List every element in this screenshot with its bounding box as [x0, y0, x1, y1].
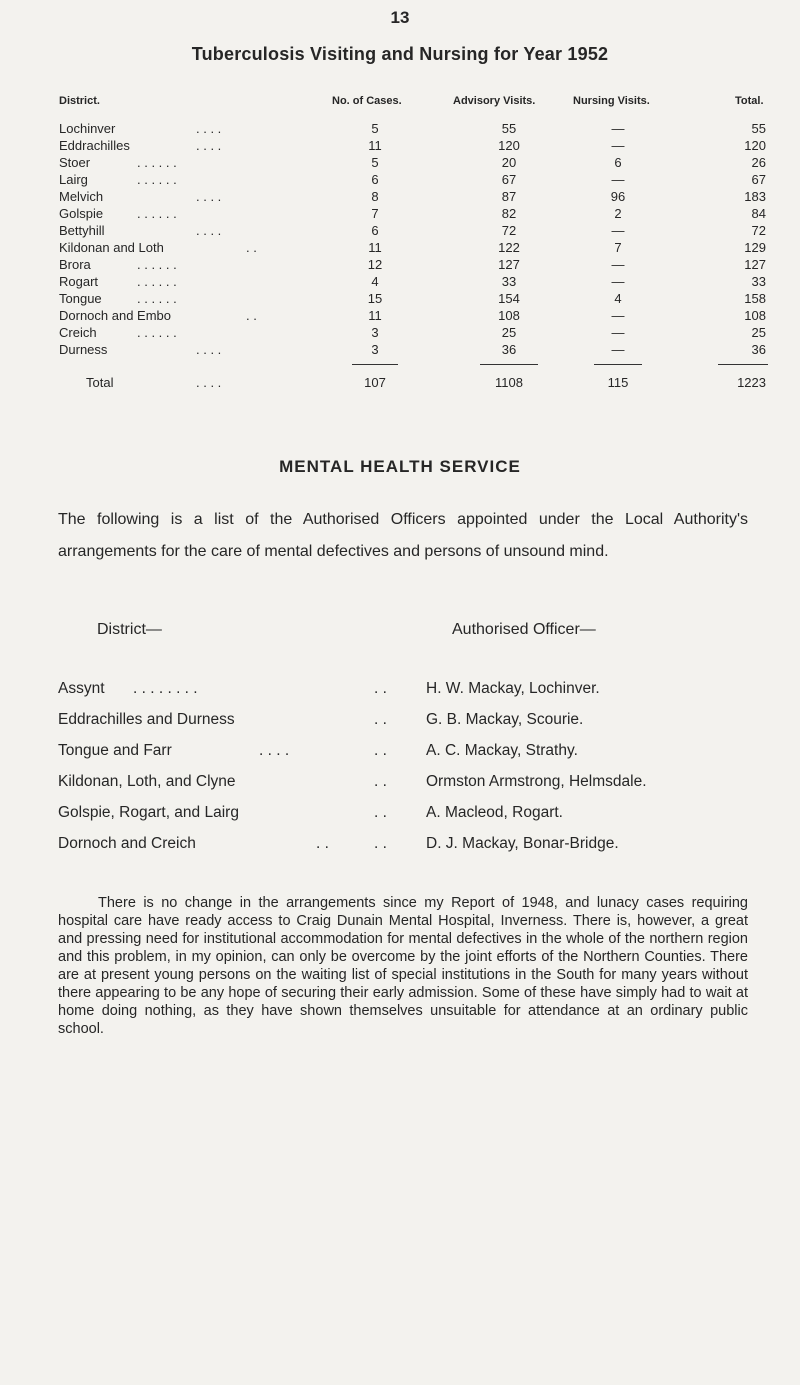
list-item [0, 804, 800, 832]
row-total: 158 [744, 291, 766, 306]
row-total: 108 [744, 308, 766, 323]
total-cases: 107 [364, 375, 386, 390]
officer-dots-right: . . [374, 773, 387, 790]
total-rule-cases [352, 364, 398, 365]
table-row [0, 206, 800, 223]
row-advisory: 72 [501, 223, 517, 238]
row-cases: 11 [368, 240, 382, 255]
officer-dots-right: . . [374, 835, 387, 852]
table-row [0, 274, 800, 291]
officer-name: A. C. Mackay, Strathy. [426, 742, 578, 759]
row-total: 26 [751, 155, 766, 170]
row-nursing: — [611, 342, 625, 357]
list-item [0, 773, 800, 801]
intro-paragraph: The following is a list of the Authorised Officers appointed under the Local Authority's arrangements for the care of mental defectives and persons of unsound mind. [58, 511, 748, 560]
officer-dots-left: . . . . . . . . [133, 680, 198, 697]
row-nursing: 7 [614, 240, 622, 255]
row-dots: . . . . . . [137, 274, 177, 289]
row-cases: 3 [371, 342, 379, 357]
row-cases: 5 [371, 121, 379, 136]
row-advisory: 25 [501, 325, 517, 340]
row-nursing: — [611, 172, 625, 187]
row-dots: . . . . [196, 138, 222, 153]
table-row [0, 308, 800, 325]
row-cases: 5 [371, 155, 379, 170]
officer-name: Ormston Armstrong, Helmsdale. [426, 773, 647, 790]
row-advisory: 82 [501, 206, 517, 221]
row-dots: . . . . . . [137, 291, 177, 306]
row-total: 129 [744, 240, 766, 255]
page-number: 13 [390, 8, 410, 27]
row-district: Rogart [59, 274, 99, 289]
row-dots: . . . . . . [137, 155, 177, 170]
table-title: Tuberculosis Visiting and Nursing for Year 1952 [191, 44, 609, 64]
table-row [0, 223, 800, 240]
list-item [0, 711, 800, 739]
row-total: 127 [744, 257, 766, 272]
officer-district: Tongue and Farr [58, 742, 172, 759]
row-dots: . . [246, 240, 257, 255]
total-rule-nursing [594, 364, 642, 365]
row-advisory: 67 [501, 172, 517, 187]
table-total-row [0, 375, 800, 392]
row-cases: 6 [371, 172, 379, 187]
row-total: 55 [751, 121, 766, 136]
row-district: Lairg [59, 172, 88, 187]
row-cases: 3 [371, 325, 379, 340]
total-total: 1223 [737, 375, 766, 390]
row-advisory: 122 [498, 240, 520, 255]
closing-paragraph: There is no change in the arrangements since my Report of 1948, and lunacy cases requiring hospital care have ready access to Craig Dunain Mental Hospital, Inverness. There is, however, a great and pressing need for institutional accommodation for mental defectives in the whole of the northern region and this problem, in my opinion, can only be overcome by the joint efforts of the Northern Counties. There are at present young persons on the waiting list of special institutions in the South for many years without there appearing to be any hope of securing their early admission. Some of these have simply had to wait at home doing nothing, as they have shown themselves unsuitable for attendance at an ordinary public school. [58, 895, 748, 1037]
row-advisory: 108 [498, 308, 520, 323]
row-dots: . . . . . . [137, 206, 177, 221]
row-district: Bettyhill [59, 223, 105, 238]
row-cases: 11 [368, 138, 382, 153]
total-nursing: 115 [607, 375, 629, 390]
row-nursing: — [611, 274, 625, 289]
header-advisory: Advisory Visits. [453, 95, 536, 107]
officer-name: D. J. Mackay, Bonar-Bridge. [426, 835, 619, 852]
row-dots: . . [246, 308, 257, 323]
row-nursing: — [611, 257, 625, 272]
row-advisory: 87 [501, 189, 517, 204]
officer-district: Assynt [58, 680, 105, 697]
row-nursing: — [611, 308, 625, 323]
header-total: Total. [735, 95, 764, 107]
officer-district: Eddrachilles and Durness [58, 711, 235, 728]
table-row [0, 325, 800, 342]
row-nursing: — [611, 325, 625, 340]
row-district: Melvich [59, 189, 104, 204]
officer-dots-left: . . [316, 835, 329, 852]
row-total: 25 [751, 325, 766, 340]
row-nursing: — [611, 121, 625, 136]
row-district: Dornoch and Embo [59, 308, 172, 323]
row-nursing: — [611, 223, 625, 238]
officer-dots-right: . . [374, 711, 387, 728]
table-row [0, 121, 800, 138]
row-district: Golspie [59, 206, 104, 221]
row-district: Durness [59, 342, 108, 357]
officer-district: Dornoch and Creich [58, 835, 196, 852]
row-nursing: — [611, 138, 625, 153]
officer-dots-right: . . [374, 742, 387, 759]
row-cases: 11 [368, 308, 382, 323]
row-dots: . . . . . . [137, 325, 177, 340]
officer-dots-right: . . [374, 680, 387, 697]
row-district: Creich [59, 325, 97, 340]
row-cases: 6 [371, 223, 379, 238]
total-rule-advisory [480, 364, 538, 365]
row-total: 36 [751, 342, 766, 357]
row-nursing: 2 [614, 206, 622, 221]
row-advisory: 20 [501, 155, 517, 170]
row-district: Brora [59, 257, 91, 272]
table-row [0, 172, 800, 189]
row-district: Stoer [59, 155, 91, 170]
table-row [0, 257, 800, 274]
table-row [0, 155, 800, 172]
row-dots: . . . . [196, 223, 222, 238]
row-dots: . . . . [196, 189, 222, 204]
officer-name: G. B. Mackay, Scourie. [426, 711, 584, 728]
row-district: Eddrachilles [59, 138, 130, 153]
column-heading-district: District— [97, 621, 162, 638]
table-row [0, 240, 800, 257]
table-row [0, 291, 800, 308]
row-advisory: 36 [501, 342, 517, 357]
row-total: 183 [744, 189, 766, 204]
row-advisory: 120 [498, 138, 520, 153]
row-advisory: 55 [501, 121, 517, 136]
row-dots: . . . . . . [137, 257, 177, 272]
row-cases: 8 [371, 189, 379, 204]
table-row [0, 189, 800, 206]
row-nursing: 6 [614, 155, 622, 170]
row-dots: . . . . [196, 342, 222, 357]
row-total: 84 [751, 206, 766, 221]
row-advisory: 154 [498, 291, 520, 306]
table-row [0, 138, 800, 155]
column-heading-officer: Authorised Officer— [452, 621, 596, 638]
list-item [0, 680, 800, 708]
header-district: District. [59, 95, 100, 107]
total-rule-total [718, 364, 768, 365]
row-district: Kildonan and Loth [59, 240, 164, 255]
table-row [0, 342, 800, 359]
row-cases: 4 [371, 274, 379, 289]
list-item [0, 742, 800, 770]
total-advisory: 1108 [495, 375, 523, 390]
row-district: Lochinver [59, 121, 116, 136]
total-label: Total [86, 375, 114, 390]
officer-dots-left: . . . . [259, 742, 290, 759]
officer-name: H. W. Mackay, Lochinver. [426, 680, 600, 697]
row-dots: . . . . . . [137, 172, 177, 187]
officer-name: A. Macleod, Rogart. [426, 804, 563, 821]
officer-dots-right: . . [374, 804, 387, 821]
row-total: 120 [744, 138, 766, 153]
header-nursing: Nursing Visits. [573, 95, 650, 107]
section-heading: MENTAL HEALTH SERVICE [279, 457, 521, 476]
row-district: Tongue [59, 291, 102, 306]
list-item [0, 835, 800, 863]
row-dots: . . . . [196, 121, 222, 136]
row-advisory: 33 [501, 274, 517, 289]
header-cases: No. of Cases. [332, 95, 402, 107]
row-advisory: 127 [498, 257, 520, 272]
row-total: 72 [751, 223, 766, 238]
row-cases: 7 [371, 206, 379, 221]
total-dots: . . . . [196, 375, 222, 390]
row-nursing: 96 [610, 189, 626, 204]
officer-district: Kildonan, Loth, and Clyne [58, 773, 236, 790]
row-cases: 12 [367, 257, 383, 272]
row-total: 33 [751, 274, 766, 289]
row-nursing: 4 [614, 291, 622, 306]
row-cases: 15 [367, 291, 383, 306]
officer-district: Golspie, Rogart, and Lairg [58, 804, 239, 821]
row-total: 67 [751, 172, 766, 187]
